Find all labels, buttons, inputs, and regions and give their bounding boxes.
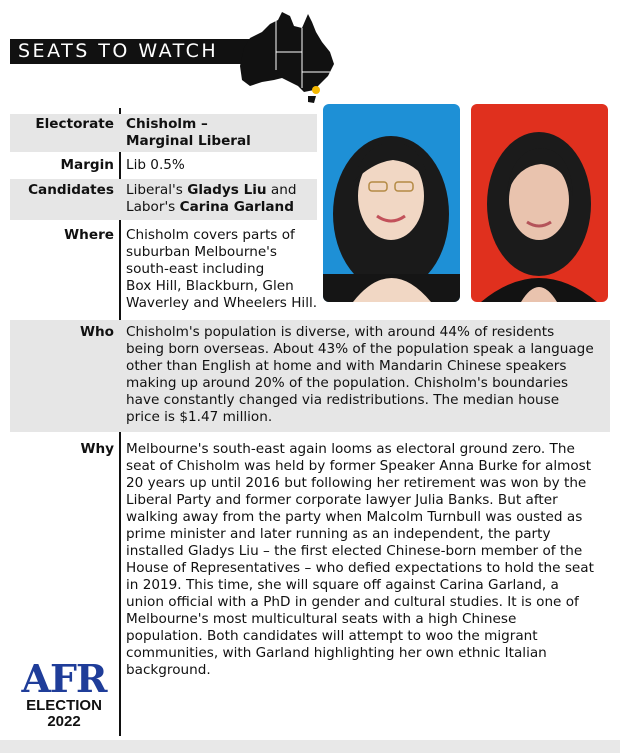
afr-election-logo (18, 656, 110, 730)
why-line: Melbourne's most multicultural seats with a high Chinese (126, 611, 517, 627)
footer-band (0, 740, 620, 753)
candidates-and: and (266, 182, 297, 198)
label-why: Why (80, 441, 114, 457)
who-line: price is $1.47 million. (126, 409, 273, 425)
where-line: Chisholm covers parts of (126, 227, 295, 243)
candidate2-party: Labor's (126, 199, 180, 215)
photo-gladys-liu (323, 104, 460, 302)
why-line: House of Representatives – who defied expectations to hold the seat (126, 560, 594, 576)
value-why (126, 441, 594, 679)
who-line: Chisholm's population is diverse, with around 44% of residents (126, 324, 555, 340)
label-who: Who (79, 324, 114, 340)
value-candidates (126, 182, 297, 216)
afr-brand: AFR (21, 656, 107, 701)
electorate-name: Chisholm – (126, 116, 208, 132)
why-line: background. (126, 662, 211, 678)
why-line: union official with a PhD in gender and cultural studies. It is one of (126, 594, 579, 610)
label-margin: Margin (60, 157, 114, 173)
who-line: making up around 20% of the population. Chisholm's boundaries (126, 375, 569, 391)
candidate2-name: Carina Garland (179, 199, 294, 215)
why-line: seat of Chisholm was held by former Speaker Anna Burke for almost (126, 458, 592, 474)
where-line: suburban Melbourne's (126, 244, 278, 260)
row-where (10, 224, 317, 316)
why-line: population. Both candidates will attempt to woo the migrant (126, 628, 538, 644)
who-line: other than English at home and with Mandarin Chinese speakers (126, 358, 567, 374)
value-margin: Lib 0.5% (126, 157, 185, 173)
why-line: prime minister and later running as an independent, the party (126, 526, 551, 542)
why-line: Melbourne's south-east again looms as electoral ground zero. The (126, 441, 575, 457)
electorate-status: Marginal Liberal (126, 133, 251, 149)
why-line: 20 years up until 2016 but following her retirement was won by the (126, 475, 587, 491)
row-margin (10, 156, 317, 176)
why-line: installed Gladys Liu – the first elected Chinese-born member of the (126, 543, 583, 559)
row-electorate (10, 114, 317, 152)
australia-map-icon (236, 8, 340, 104)
election-year: 2022 (47, 713, 81, 730)
label-where: Where (64, 227, 114, 243)
where-line: south-east including (126, 261, 265, 277)
row-who (10, 320, 610, 432)
who-line: have constantly changed via redistributions. The median house (126, 392, 560, 408)
why-line: Liberal Party and former corporate lawyer Julia Banks. But after (126, 492, 558, 508)
why-line: walking away from the party when Malcolm Turnbull was ousted as (126, 509, 583, 525)
row-why (10, 438, 610, 688)
value-where (126, 227, 317, 312)
section-title: SEATS TO WATCH (18, 40, 219, 62)
where-line: Waverley and Wheelers Hill. (126, 295, 318, 311)
photo-carina-garland (471, 104, 608, 302)
candidate1-name: Gladys Liu (187, 182, 267, 198)
where-line: Box Hill, Blackburn, Glen (126, 278, 294, 294)
candidate1-party: Liberal's (126, 182, 188, 198)
row-candidates (10, 179, 317, 220)
who-line: being born overseas. About 43% of the population speak a language (126, 341, 594, 357)
chisholm-marker-icon (312, 86, 320, 94)
value-who (126, 324, 594, 426)
label-electorate: Electorate (35, 116, 114, 132)
why-line: in 2019. This time, she will square off against Carina Garland, a (126, 577, 559, 593)
label-candidates: Candidates (28, 182, 114, 198)
why-line: communities, with Garland highlighting her own ethnic Italian (126, 645, 547, 661)
value-electorate (126, 116, 251, 150)
election-label: ELECTION (26, 697, 102, 714)
